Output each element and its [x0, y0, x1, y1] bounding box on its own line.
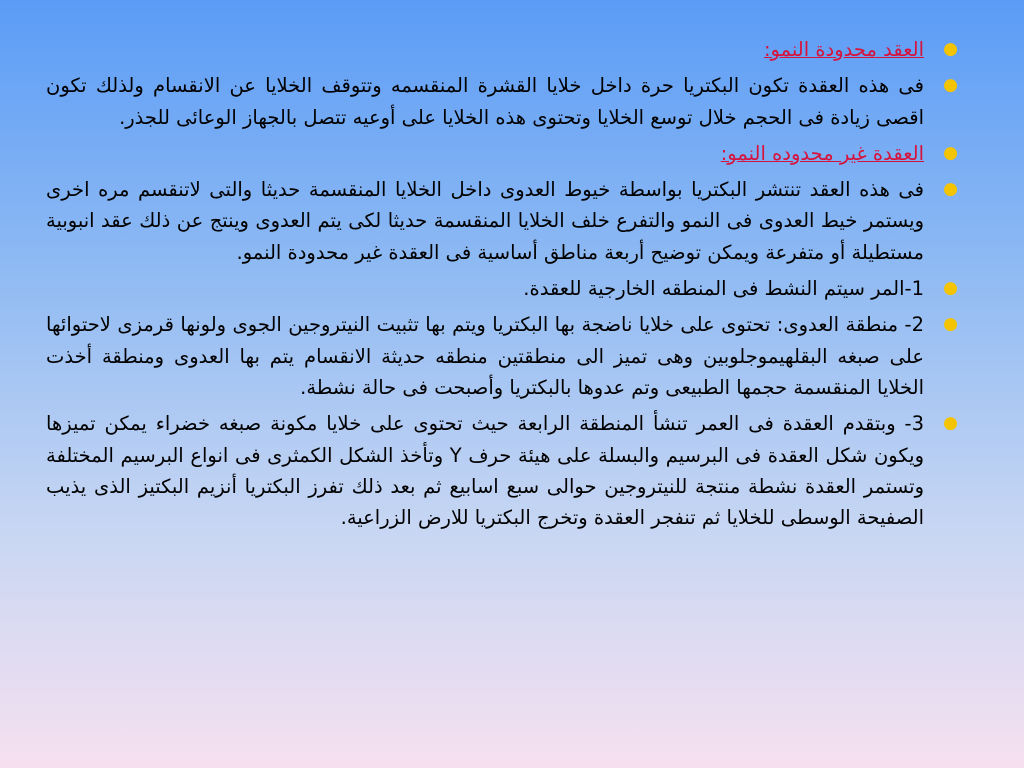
paragraph-zone-2: [46, 309, 966, 403]
bullet-dot-icon: ●: [943, 75, 958, 96]
bullet-list: [46, 34, 966, 533]
paragraph-zone-1: [46, 273, 966, 304]
paragraph-text: فى هذه العقد تنتشر البكتريا بواسطة خيوط العدوى داخل الخلايا المنقسمة حديثا والتى لاتنقسم مره اخرى ويستمر خيط العدوى فى النمو والتفرع خلف الخلايا المنقسمة حديثا لكى يتم العدوى وينتج عن ذلك عقد انبوبية مستطيلة أو متفرعة ويمكن توضيح أربعة مناطق أساسية فى العقدة غير محدودة النمو.: [46, 178, 924, 264]
paragraph-indeterminate-description: [46, 174, 966, 268]
paragraph-text: 3- وبتقدم العقدة فى العمر تنشأ المنطقة الرابعة حيث تحتوى على خلايا مكونة صبغه خضراء يمكن تميزها ويكون شكل العقدة فى البرسيم والبسلة على هيئة حرف Y وتأخذ الشكل الكمثرى فى انواع البرسيم المختلفة وتستمر العقدة نشطة منتجة للنيتروجين حوالى سبع اسابيع ثم بعد ذلك تفرز البكتريا أنزيم البكتيز الذى يذيب الصفيحة الوسطى للخلايا ثم تنفجر العقدة وتخرج البكتريا للارض الزراعية.: [46, 412, 924, 530]
bullet-dot-icon: ●: [943, 314, 958, 335]
bullet-dot-icon: ●: [943, 39, 958, 59]
bullet-dot-icon: ●: [943, 413, 958, 434]
heading-indeterminate-nodules: [46, 138, 966, 169]
bullet-dot-icon: ●: [943, 142, 958, 163]
paragraph-zone-3: [46, 408, 966, 533]
slide-content: [46, 34, 966, 538]
paragraph-determinate-description: [46, 70, 966, 133]
paragraph-text: 1-المر سيتم النشط فى المنطقه الخارجية للعقدة.: [523, 277, 924, 301]
paragraph-text: فى هذه العقدة تكون البكتريا حرة داخل خلايا القشرة المنقسمه وتتوقف الخلايا عن الانقسام ولذلك تكون اقصى زيادة فى الحجم خلال توسع الخلايا وتحتوى هذه الخلايا على أوعيه تتصل بالجهاز الوعائى للجذر.: [46, 74, 924, 129]
heading-text: العقد محدودة النمو:: [763, 38, 924, 61]
heading-determinate-nodules: [46, 34, 966, 65]
heading-text: العقدة غير محدوده النمو:: [720, 141, 924, 165]
bullet-dot-icon: ●: [943, 179, 958, 200]
bullet-dot-icon: ●: [943, 278, 958, 299]
paragraph-text: 2- منطقة العدوى: تحتوى على خلايا ناضجة بها البكتريا ويتم بها تثبيت النيتروجين الجوى ولونها قرمزى لاحتوائها على صبغه البقلهيموجلوبين وهى تميز الى منطقتين منطقه حديثة الانقسام يتم بها العدوى ومنطقة أخذت الخلايا المنقسمة حجمها الطبيعى وتم عدوها بالبكتريا وأصبحت فى حالة نشطة.: [46, 313, 924, 399]
